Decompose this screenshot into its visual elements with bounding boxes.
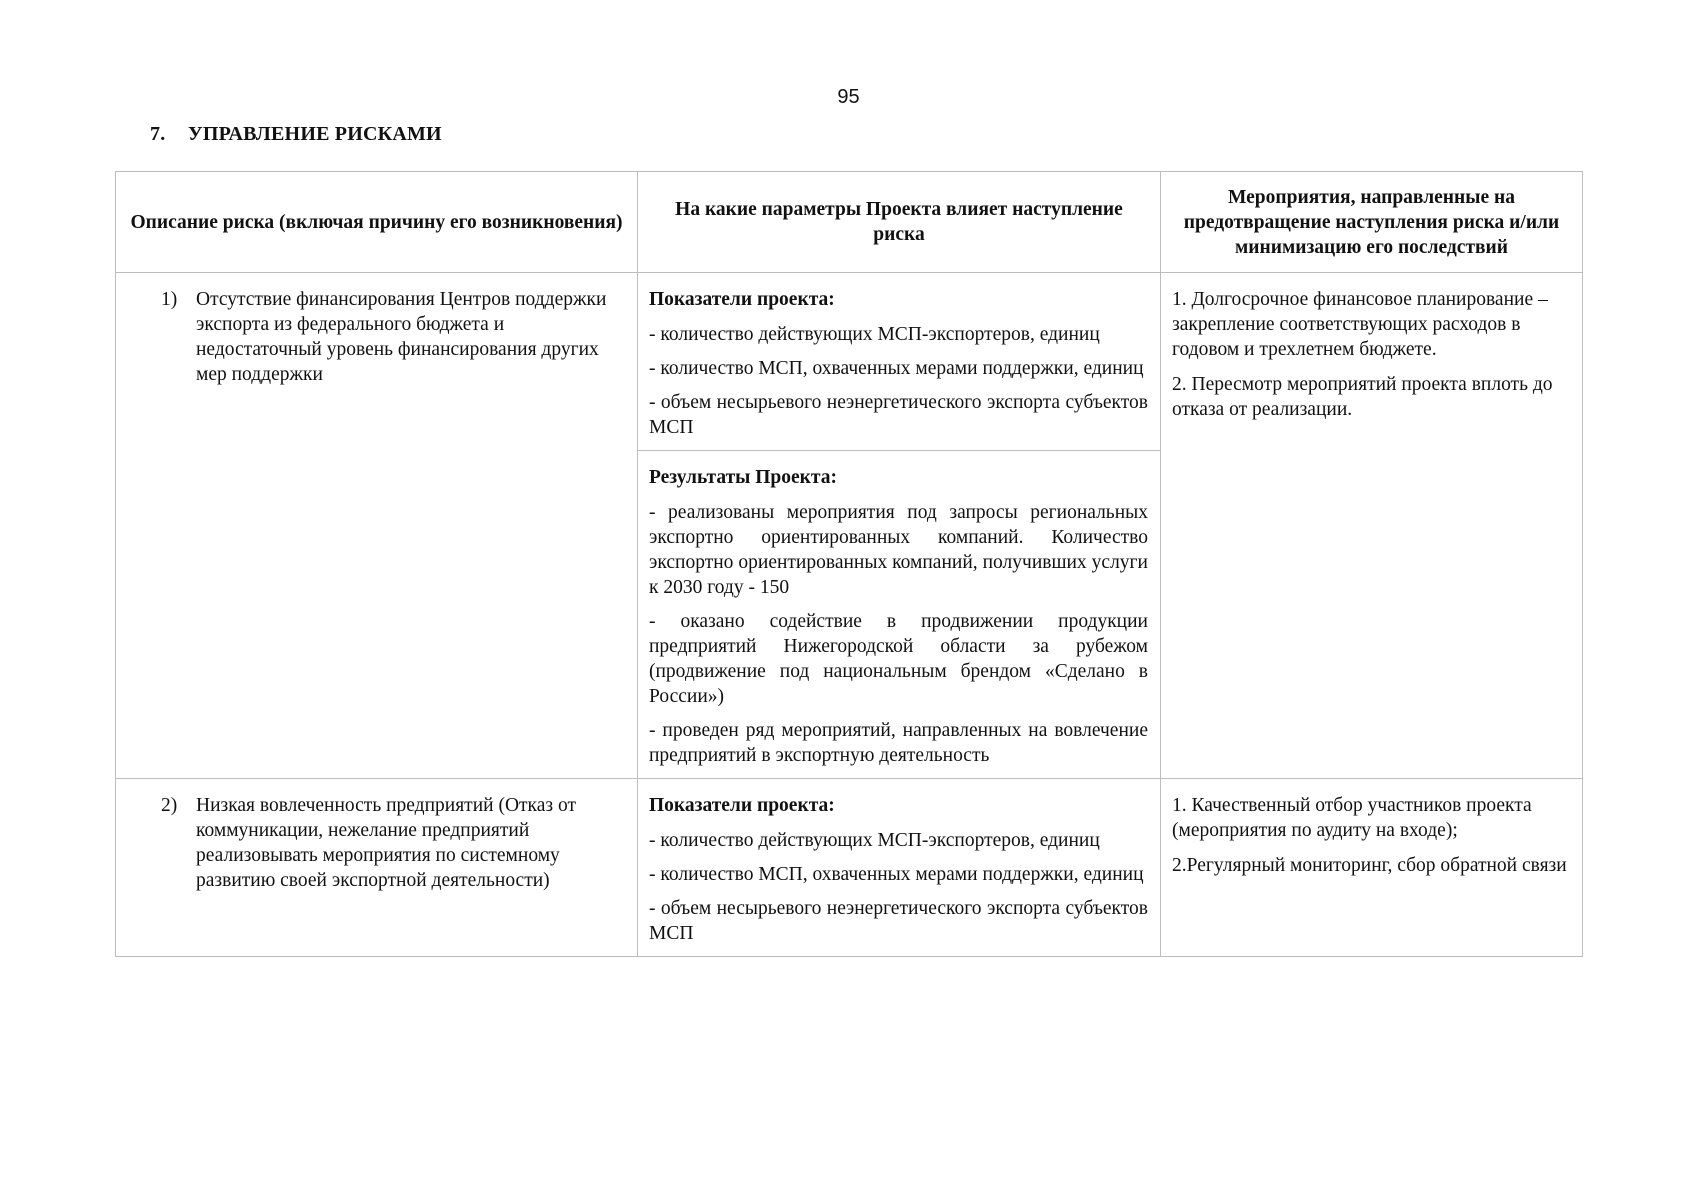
- risk-number: 2): [161, 795, 178, 816]
- header-risk-description: Описание риска (включая причину его возникновения): [116, 172, 638, 273]
- param-block-heading: Показатели проекта:: [649, 289, 835, 310]
- section-title: [150, 123, 442, 146]
- table-row: [116, 779, 1583, 957]
- param-block-heading: Показатели проекта:: [649, 795, 835, 816]
- param-line: - количество действующих МСП-экспортеров, единиц: [649, 324, 1100, 345]
- table-row: [116, 273, 1583, 779]
- risk-table: [115, 171, 1583, 957]
- project-indicators-block: [638, 273, 1160, 450]
- header-mitigation-measures: Мероприятия, направленные на предотвращение наступления риска и/или минимизацию его последствий: [1161, 172, 1583, 273]
- risk-description-cell: [116, 779, 638, 957]
- measure-item: 1. Качественный отбор участников проекта (мероприятия по аудиту на входе);: [1172, 795, 1532, 841]
- header-affected-parameters: На какие параметры Проекта влияет наступление риска: [638, 172, 1161, 273]
- param-line: - количество действующих МСП-экспортеров, единиц: [649, 830, 1100, 851]
- risk-number: 1): [161, 289, 178, 310]
- parameters-cell: [638, 273, 1161, 779]
- param-line: - количество МСП, охваченных мерами поддержки, единиц: [649, 358, 1144, 379]
- risk-description-cell: [116, 273, 638, 779]
- measures-cell: [1161, 779, 1583, 957]
- param-line: - реализованы мероприятия под запросы региональных экспортно ориентированных компаний. Количество экспортно ориентированных компаний, получивших услуги к 2030 году - 150: [649, 502, 1148, 598]
- measure-item: 1. Долгосрочное финансовое планирование – закрепление соответствующих расходов в годовом и трехлетнем бюджете.: [1172, 289, 1548, 360]
- table-header-row: [116, 172, 1583, 273]
- param-line: - количество МСП, охваченных мерами поддержки, единиц: [649, 864, 1144, 885]
- risk-description: Отсутствие финансирования Центров поддержки экспорта из федерального бюджета и недостаточный уровень финансирования других мер поддержки: [196, 289, 607, 385]
- measure-item: 2. Пересмотр мероприятий проекта вплоть до отказа от реализации.: [1172, 374, 1553, 420]
- param-line: - оказано содействие в продвижении продукции предприятий Нижегородской области за рубежом (продвижение под национальным брендом «Сделано в России»): [649, 611, 1148, 707]
- param-line: - объем несырьевого неэнергетического экспорта субъектов МСП: [649, 392, 1148, 438]
- risk-item: [161, 287, 625, 387]
- project-results-block: [638, 450, 1160, 778]
- risk-item: [161, 793, 625, 893]
- measure-item: 2.Регулярный мониторинг, сбор обратной связи: [1172, 855, 1567, 876]
- param-line: - объем несырьевого неэнергетического экспорта субъектов МСП: [649, 898, 1148, 944]
- risk-description: Низкая вовлеченность предприятий (Отказ от коммуникации, нежелание предприятий реализовывать мероприятия по системному развитию своей экспортной деятельности): [196, 795, 576, 891]
- param-line: - проведен ряд мероприятий, направленных на вовлечение предприятий в экспортную деятельность: [649, 720, 1148, 766]
- section-title-text: УПРАВЛЕНИЕ РИСКАМИ: [188, 123, 442, 145]
- section-number: 7.: [150, 123, 166, 145]
- project-indicators-block: [638, 779, 1160, 956]
- measures-cell: [1161, 273, 1583, 779]
- param-block-heading: Результаты Проекта:: [649, 467, 837, 488]
- page-number: 95: [837, 86, 860, 108]
- parameters-cell: [638, 779, 1161, 957]
